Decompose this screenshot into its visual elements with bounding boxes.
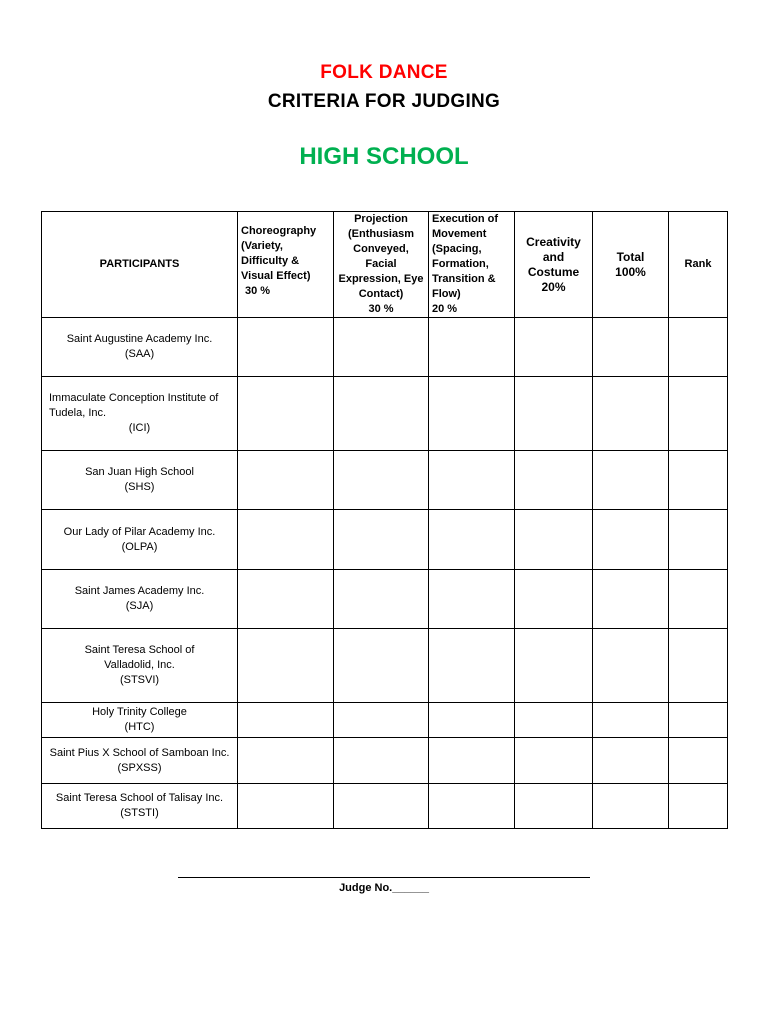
creativity-score-cell[interactable]: [515, 784, 593, 829]
choreography-score-cell[interactable]: [238, 318, 334, 377]
col-participants: PARTICIPANTS: [42, 212, 238, 318]
col-projection: [334, 212, 429, 318]
execution-score-cell[interactable]: [429, 784, 515, 829]
participant-code: (OLPA): [121, 540, 158, 553]
choreography-score-cell[interactable]: [238, 570, 334, 629]
creativity-score-cell[interactable]: [515, 377, 593, 451]
table-row: [42, 784, 728, 829]
creativity-score-cell[interactable]: [515, 318, 593, 377]
projection-score-cell[interactable]: [334, 318, 429, 377]
col-total: [593, 212, 669, 318]
projection-score-cell[interactable]: [334, 570, 429, 629]
choreography-score-cell[interactable]: [238, 377, 334, 451]
table-row: [42, 377, 728, 451]
participant-code: (ICI): [128, 422, 151, 434]
title-criteria: CRITERIA FOR JUDGING: [267, 91, 501, 112]
judging-table: [41, 211, 728, 829]
total-score-cell[interactable]: [593, 318, 669, 377]
total-score-cell[interactable]: [593, 629, 669, 703]
participant-cell: [42, 738, 238, 784]
execution-score-cell[interactable]: [429, 738, 515, 784]
table-row: [42, 318, 728, 377]
total-score-cell[interactable]: [593, 510, 669, 570]
participant-name: Saint Teresa School of Talisay Inc.: [55, 792, 224, 804]
col-projection-label: Projection (Enthusiasm Conveyed, Facial Expression, Eye Contact): [338, 213, 424, 300]
col-rank: Rank: [669, 212, 728, 318]
rank-cell[interactable]: [669, 570, 728, 629]
total-score-cell[interactable]: [593, 377, 669, 451]
participant-name: Immaculate Conception Institute of Tudela, Inc.: [49, 392, 219, 419]
total-score-cell[interactable]: [593, 784, 669, 829]
participant-name: Our Lady of Pilar Academy Inc.: [63, 525, 216, 538]
execution-score-cell[interactable]: [429, 510, 515, 570]
participant-cell: [42, 784, 238, 829]
participant-code: (SHS): [124, 481, 155, 493]
table-row: [42, 738, 728, 784]
projection-score-cell[interactable]: [334, 451, 429, 510]
participant-code: (SJA): [125, 600, 154, 612]
participant-code: (STSTI): [120, 807, 159, 819]
execution-score-cell[interactable]: [429, 629, 515, 703]
rank-cell[interactable]: [669, 784, 728, 829]
participant-name: Saint Pius X School of Samboan Inc.: [49, 746, 230, 759]
title-folk-dance: FOLK DANCE: [320, 62, 448, 83]
table-row: [42, 451, 728, 510]
participant-cell: [42, 451, 238, 510]
rank-cell[interactable]: [669, 451, 728, 510]
col-projection-pct: 30 %: [368, 303, 394, 315]
participant-name: Saint James Academy Inc.: [74, 585, 205, 597]
participant-name: San Juan High School: [85, 466, 194, 478]
participant-name: Holy Trinity College: [92, 706, 187, 718]
col-creativity-label: Creativity and Costume: [526, 234, 581, 279]
col-execution-label: Execution of Movement (Spacing, Formation, Transition & Flow): [432, 213, 499, 300]
rank-cell[interactable]: [669, 703, 728, 738]
rank-cell[interactable]: [669, 510, 728, 570]
choreography-score-cell[interactable]: [238, 784, 334, 829]
participant-name: Saint Teresa School of Valladolid, Inc.: [84, 644, 195, 671]
col-total-label: Total: [616, 249, 645, 264]
table-row: [42, 570, 728, 629]
participant-code: (HTC): [124, 721, 155, 733]
participant-code: (SAA): [124, 348, 155, 360]
projection-score-cell[interactable]: [334, 784, 429, 829]
header-row: [42, 212, 728, 318]
title-category: HIGH SCHOOL: [299, 143, 469, 170]
signature-line[interactable]: [178, 865, 590, 878]
total-score-cell[interactable]: [593, 703, 669, 738]
projection-score-cell[interactable]: [334, 377, 429, 451]
col-choreography-label: Choreography (Variety, Difficulty & Visual Effect): [241, 225, 317, 282]
projection-score-cell[interactable]: [334, 510, 429, 570]
projection-score-cell[interactable]: [334, 703, 429, 738]
creativity-score-cell[interactable]: [515, 570, 593, 629]
creativity-score-cell[interactable]: [515, 738, 593, 784]
execution-score-cell[interactable]: [429, 703, 515, 738]
table-row: [42, 629, 728, 703]
judge-number-label: Judge No.______: [339, 882, 429, 894]
participant-cell: [42, 570, 238, 629]
table-row: [42, 510, 728, 570]
choreography-score-cell[interactable]: [238, 703, 334, 738]
col-creativity-pct: 20%: [541, 279, 566, 294]
rank-cell[interactable]: [669, 318, 728, 377]
projection-score-cell[interactable]: [334, 629, 429, 703]
choreography-score-cell[interactable]: [238, 451, 334, 510]
creativity-score-cell[interactable]: [515, 629, 593, 703]
participant-name: Saint Augustine Academy Inc.: [66, 333, 213, 345]
table-row: [42, 703, 728, 738]
creativity-score-cell[interactable]: [515, 510, 593, 570]
rank-cell[interactable]: [669, 629, 728, 703]
col-total-pct: 100%: [615, 264, 646, 279]
participant-cell: [42, 377, 238, 451]
execution-score-cell[interactable]: [429, 377, 515, 451]
projection-score-cell[interactable]: [334, 738, 429, 784]
rank-cell[interactable]: [669, 738, 728, 784]
choreography-score-cell[interactable]: [238, 738, 334, 784]
execution-score-cell[interactable]: [429, 570, 515, 629]
col-execution-pct: 20 %: [432, 303, 458, 315]
total-score-cell[interactable]: [593, 738, 669, 784]
total-score-cell[interactable]: [593, 451, 669, 510]
total-score-cell[interactable]: [593, 570, 669, 629]
participant-cell: [42, 703, 238, 738]
choreography-score-cell[interactable]: [238, 629, 334, 703]
col-execution: [429, 212, 515, 318]
creativity-score-cell[interactable]: [515, 703, 593, 738]
execution-score-cell[interactable]: [429, 318, 515, 377]
execution-score-cell[interactable]: [429, 451, 515, 510]
col-creativity: [515, 212, 593, 318]
creativity-score-cell[interactable]: [515, 451, 593, 510]
participant-cell: [42, 318, 238, 377]
choreography-score-cell[interactable]: [238, 510, 334, 570]
participant-cell: [42, 629, 238, 703]
col-choreography-pct: 30 %: [245, 285, 271, 297]
col-choreography: [238, 212, 334, 318]
rank-cell[interactable]: [669, 377, 728, 451]
participant-cell: [42, 510, 238, 570]
participant-code: (SPXSS): [117, 761, 162, 774]
participant-code: (STSVI): [119, 674, 160, 686]
